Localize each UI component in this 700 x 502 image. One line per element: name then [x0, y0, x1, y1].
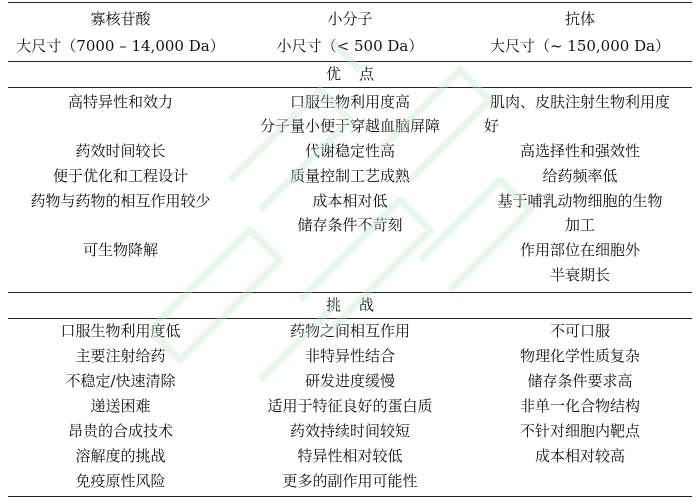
adv-oligo-item: 可生物降解 [82, 241, 158, 259]
chal-oligo-item: 主要注射给药 [75, 347, 166, 365]
chal-small-molecule-item: 特异性相对较低 [297, 447, 403, 465]
chal-small-molecule-item: 非特异性结合 [304, 347, 395, 365]
table-bottom-rule [8, 496, 692, 497]
chal-antibody-item: 非单一化合物结构 [519, 397, 640, 415]
adv-small-molecule-item: 口服生物利用度高 [289, 93, 410, 111]
adv-small-molecule-item: 代谢稳定性高 [304, 142, 395, 160]
chal-oligo-item: 溶解度的挑战 [75, 447, 166, 465]
adv-antibody-item: 好 [484, 117, 500, 135]
header-small-molecule-size: 小尺寸（< 500 Da） [276, 37, 424, 55]
chal-oligo-item: 不稳定/快速清除 [65, 372, 176, 390]
header-antibody-size: 大尺寸（~ 150,000 Da） [489, 37, 671, 55]
header-small-molecule-name: 小分子 [327, 10, 373, 28]
chal-small-molecule-item: 药效持续时间较短 [289, 422, 410, 440]
section-title-challenges: 挑战 [325, 296, 392, 314]
adv-antibody-item: 半衰期长 [549, 266, 610, 284]
adv-small-molecule-item: 分子量小便于穿越血脑屏障 [259, 117, 440, 135]
section-title-advantages: 优点 [325, 65, 392, 83]
adv-small-molecule-item: 质量控制工艺成熟 [289, 167, 410, 185]
chal-small-molecule-item: 适用于特征良好的蛋白质 [267, 397, 433, 415]
header-oligo-size: 大尺寸（7000 – 14,000 Da） [16, 37, 225, 55]
chal-antibody-item: 不可口服 [549, 322, 610, 340]
comparison-table [8, 0, 692, 502]
adv-antibody-item: 基于哺乳动物细胞的生物 [497, 192, 663, 210]
adv-oligo-item: 药物与药物的相互作用较少 [30, 192, 211, 210]
adv-antibody-item: 高选择性和强效性 [519, 142, 640, 160]
adv-antibody-item: 给药频率低 [542, 167, 618, 185]
chal-antibody-item: 成本相对较高 [534, 447, 625, 465]
chal-oligo-item: 递送困难 [90, 397, 151, 415]
adv-small-molecule-item: 成本相对低 [312, 192, 388, 210]
header-oligo-name: 寡核苷酸 [90, 10, 151, 28]
chal-antibody-item: 不针对细胞内靶点 [519, 422, 640, 440]
adv-oligo-item: 药效时间较长 [75, 142, 166, 160]
adv-antibody-item: 肌肉、皮肤注射生物利用度 [489, 93, 670, 111]
chal-small-molecule-item: 研发进度缓慢 [304, 372, 395, 390]
chal-small-molecule-item: 更多的副作用可能性 [282, 472, 418, 490]
chal-oligo-item: 免疫原性风险 [75, 472, 166, 490]
chal-oligo-item: 昂贵的合成技术 [67, 422, 173, 440]
adv-antibody-item: 加工 [564, 216, 595, 234]
adv-antibody-item: 作用部位在细胞外 [519, 241, 640, 259]
chal-small-molecule-item: 药物之间相互作用 [289, 322, 410, 340]
advantages-title-rule [8, 87, 692, 88]
chal-antibody-item: 储存条件要求高 [527, 372, 633, 390]
adv-oligo-item: 便于优化和工程设计 [52, 167, 188, 185]
chal-antibody-item: 物理化学性质复杂 [519, 347, 640, 365]
chal-oligo-item: 口服生物利用度低 [60, 322, 181, 340]
adv-oligo-item: 高特异性和效力 [67, 93, 173, 111]
adv-small-molecule-item: 储存条件不苛刻 [297, 216, 403, 234]
header-antibody-name: 抗体 [564, 10, 595, 28]
table-top-rule [8, 2, 692, 3]
